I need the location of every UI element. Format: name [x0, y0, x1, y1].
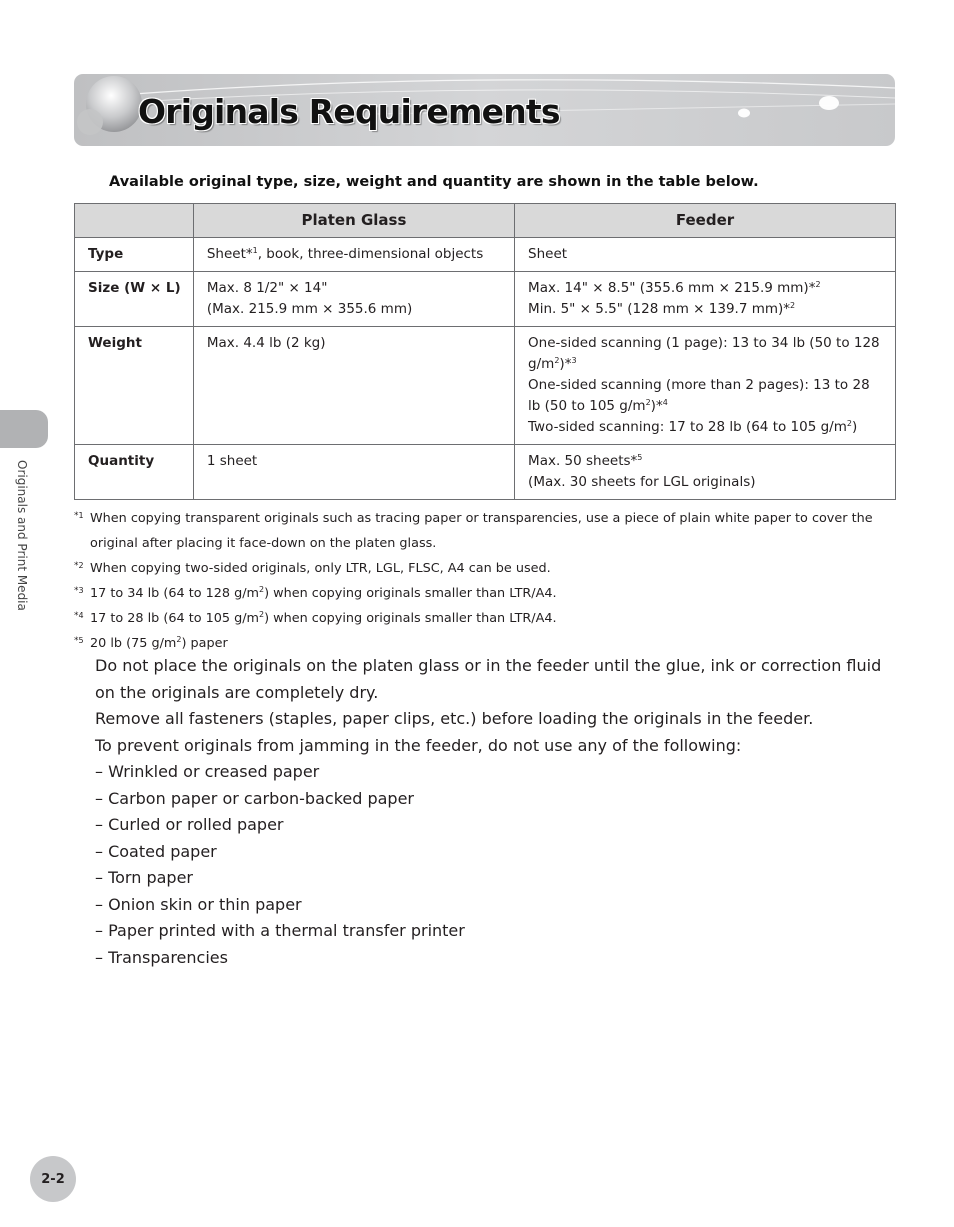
- list-item: – Onion skin or thin paper: [95, 894, 302, 914]
- prohibited-list: [95, 759, 895, 971]
- paragraph-drying: Do not place the originals on the platen glass or in the feeder until the glue, ink or correction fluid on the originals are completely dry.: [95, 656, 882, 702]
- row-label-type: Type: [75, 238, 194, 272]
- row-label-quantity: Quantity: [75, 445, 194, 500]
- list-item: – Wrinkled or creased paper: [95, 762, 320, 781]
- header-platen-glass: Platen Glass: [193, 204, 514, 238]
- footnote-4: *4 17 to 28 lb (64 to 105 $g/m^2$) when copying originals smaller than LTR/A4.: [74, 610, 557, 626]
- chapter-tab-label: Originals and Print Media: [15, 460, 29, 611]
- list-item: – Curled or rolled paper: [95, 815, 284, 834]
- cell-quantity-platen: 1 sheet: [193, 445, 514, 500]
- paragraph-jamming: To prevent originals from jamming in the feeder, do not use any of the following:: [95, 735, 742, 755]
- cell-quantity-feeder: Max. 50 sheets*$^5$ (Max. 30 sheets for LGL originals): [515, 445, 896, 500]
- chapter-tab: [0, 410, 48, 448]
- footnote-1: *1 When copying transparent originals such as tracing paper or transparencies, use a piece of plain white paper to cover the original after placing it face-down on the platen glass.: [74, 511, 873, 551]
- footnote-5: *5 20 lb (75 $g/m^2$) paper: [74, 635, 228, 651]
- list-item: – Torn paper: [95, 868, 193, 887]
- footnote-3: *3 17 to 34 lb (64 to 128 $g/m^2$) when copying originals smaller than LTR/A4.: [74, 585, 557, 601]
- table-row-type: [75, 238, 896, 272]
- cell-weight-feeder: One-sided scanning (1 page): 13 to 34 lb (50 to 128 $g/m^2)*^3$ One-sided scanning (more than 2 pages): 13 to 28 lb (50 to 105 $g/m^2)*^4$ Two-sided scanning: 17 to 28 lb (64 to 105 $g/m^2$): [515, 327, 896, 445]
- paragraph-fasteners: Remove all fasteners (staples, paper clips, etc.) before loading the originals in the feeder.: [95, 709, 814, 728]
- cell-type-platen: Sheet*$^1$, book, three-dimensional objects: [193, 238, 514, 272]
- header-feeder: Feeder: [515, 204, 896, 238]
- row-label-size: Size (W × L): [75, 272, 194, 327]
- list-item: – Transparencies: [95, 947, 228, 967]
- footnotes: [74, 506, 874, 656]
- intro-text: Available original type, size, weight and quantity are shown in the table below.: [109, 174, 759, 190]
- cell-type-feeder: Sheet: [515, 238, 896, 272]
- cell-size-platen: Max. 8 1/2" × 14" (Max. 215.9 mm × 355.6 mm): [193, 272, 514, 327]
- table-header-row: [75, 204, 896, 238]
- table-row-weight: [75, 327, 896, 445]
- list-item: – Carbon paper or carbon-backed paper: [95, 788, 415, 808]
- cell-size-feeder: Max. 14" × 8.5" (355.6 mm × 215.9 mm)*$^2$ Min. 5" × 5.5" (128 mm × 139.7 mm)*$^2$: [515, 272, 896, 327]
- table-row-quantity: [75, 445, 896, 500]
- page-title: Originals Requirements: [138, 92, 560, 131]
- list-item: – Paper printed with a thermal transfer printer: [95, 921, 465, 940]
- list-item: – Coated paper: [95, 841, 217, 861]
- page-number: 2-2: [30, 1156, 76, 1202]
- row-label-weight: Weight: [75, 327, 194, 445]
- header-empty: [75, 204, 194, 238]
- table-row-size: [75, 272, 896, 327]
- cell-weight-platen: Max. 4.4 lb (2 kg): [193, 327, 514, 445]
- body-content: [95, 653, 895, 971]
- footnote-2: *2 When copying two-sided originals, only LTR, LGL, FLSC, A4 can be used.: [74, 561, 551, 576]
- requirements-table: [74, 203, 896, 500]
